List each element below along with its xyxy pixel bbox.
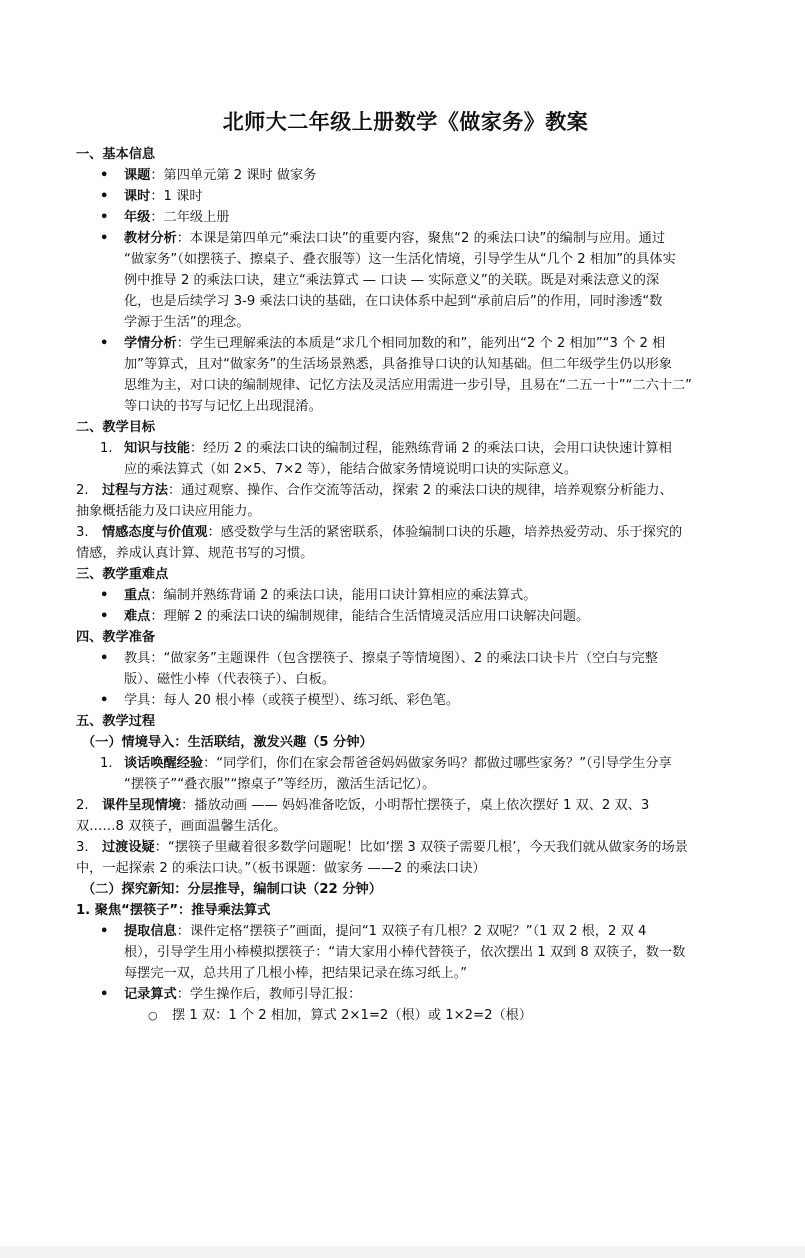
item-label: 知识与技能: [124, 441, 190, 456]
item-label: 提取信息: [124, 924, 177, 939]
list-item: • 记录算式：学生操作后，教师引导汇报：: [76, 984, 735, 1005]
document-page: [0, 108, 805, 1258]
objective-paragraph: 2. 过程与方法：通过观察、操作、合作交流等活动，探索 2 的乘法口诀的规律，培养观察分析能力、 抽象概括能力及口诀应用能力。: [76, 483, 673, 519]
item-label: 教材分析: [124, 231, 177, 246]
basic-info-list: [76, 165, 735, 417]
section-heading-basic-info: 一、基本信息: [76, 147, 156, 162]
objectives-list: [76, 438, 735, 480]
sub-list-item: ○ 摆 1 双：1 个 2 相加，算式 2×1=2（根）或 1×2=2（根）: [76, 1005, 735, 1026]
intro-paragraph: 2. 课件呈现情境：播放动画 —— 妈妈准备吃饭，小明帮忙摆筷子，桌上依次摆好 1 双、2 双、3 双……8 双筷子，画面温馨生活化。: [76, 798, 650, 834]
item-label: 过渡设疑: [102, 840, 155, 855]
list-item: • 难点：理解 2 的乘法口诀的编制规律，能结合生活情境灵活应用口诀解决问题。: [76, 606, 735, 627]
page-bottom-edge: [0, 1246, 805, 1258]
item-label: 学情分析: [124, 336, 177, 351]
explore-list: [76, 921, 735, 1026]
item-label: 年级: [124, 210, 151, 225]
list-item: • 学情分析：学生已理解乘法的本质是“求几个相同加数的和”，能列出“2 个 2 相加”“3 个 2 相 加”等算式，且对“做家务”的生活场景熟悉，具备推导口诀的认知基础。但二年级学生仍以形象 思维为主，对口诀的编制规律、记忆方法及灵活应用需进一步引导，且易在“二五一十”“二六十二” 等口诀的书写与记忆上出现混淆。: [76, 333, 735, 417]
list-item: • 年级：二年级上册: [76, 207, 735, 228]
item-label: 情感态度与价值观: [102, 525, 208, 540]
list-item: • 学具：每人 20 根小棒（或筷子模型）、练习纸、彩色笔。: [76, 690, 735, 711]
list-item: • 重点：编制并熟练背诵 2 的乘法口诀，能用口诀计算相应的乘法算式。: [76, 585, 735, 606]
item-label: 课件呈现情境: [102, 798, 182, 813]
section-heading-preparation: 四、教学准备: [76, 630, 156, 645]
subsection-heading-intro: （一）情境导入：生活联结，激发兴趣（5 分钟）: [82, 735, 373, 750]
list-item: • 教材分析：本课是第四单元“乘法口诀”的重要内容，聚焦“2 的乘法口诀”的编制与应用。通过 “做家务”（如摆筷子、擦桌子、叠衣服等）这一生活化情境，引导学生从“几个 2 相加”的具体实 例中推导 2 的乘法口诀，建立“乘法算式 — 口诀 — 实际意义”的关联。既是对乘法意义的深 化，也是后续学习 3-9 乘法口诀的基础，在口诀体系中起到“承前启后”的作用，同时渗透“数 学源于生活”的理念。: [76, 228, 735, 333]
item-label: 重点: [124, 588, 151, 603]
intro-paragraph: 3. 过渡设疑：“摆筷子里藏着很多数学问题呢！比如‘摆 3 双筷子需要几根’，今天我们就从做家务的场景 中，一起探索 2 的乘法口诀。”（板书课题：做家务 ——2 的乘法口诀）: [76, 840, 688, 876]
section-heading-process: 五、教学过程: [76, 714, 156, 729]
item-label: 过程与方法: [102, 483, 168, 498]
item-label: 课题: [124, 168, 151, 183]
section-heading-key-points: 三、教学重难点: [76, 567, 169, 582]
item-label: 谈话唤醒经验: [124, 756, 204, 771]
document-title: 北师大二年级上册数学《做家务》教案: [222, 110, 589, 134]
part-heading-chopsticks: 1. 聚焦“摆筷子”：推导乘法算式: [76, 903, 271, 918]
subsection-heading-explore: （二）探究新知：分层推导，编制口诀（22 分钟）: [82, 882, 382, 897]
item-label: 记录算式: [124, 987, 177, 1002]
item-label: 课时: [124, 189, 151, 204]
preparation-list: [76, 648, 735, 711]
list-item: 1. 知识与技能：经历 2 的乘法口诀的编制过程，能熟练背诵 2 的乘法口诀，会用口诀快速计算相 应的乘法算式（如 2×5、7×2 等），能结合做家务情境说明口诀的实际意义。: [100, 441, 672, 477]
item-label: 难点: [124, 609, 151, 624]
list-item: 1. 谈话唤醒经验：“同学们，你们在家会帮爸爸妈妈做家务吗？都做过哪些家务？”（引导学生分享 “摆筷子”“叠衣服”“擦桌子”等经历，激活生活记忆）。: [100, 756, 672, 792]
intro-list: [76, 753, 735, 795]
list-item: • 提取信息：课件定格“摆筷子”画面，提问“1 双筷子有几根？2 双呢？”（1 双 2 根，2 双 4 根），引导学生用小棒模拟摆筷子：“请大家用小棒代替筷子，依次摆出 1 双到 8 双筷子，数一数 每摆完一双，总共用了几根小棒，把结果记录在练习纸上。”: [76, 921, 735, 984]
section-heading-objectives: 二、教学目标: [76, 420, 156, 435]
objective-paragraph: 3. 情感态度与价值观：感受数学与生活的紧密联系，体验编制口诀的乐趣，培养热爱劳动、乐于探究的 情感，养成认真计算、规范书写的习惯。: [76, 525, 683, 561]
list-item: • 教具：“做家务”主题课件（包含摆筷子、擦桌子等情境图）、2 的乘法口诀卡片（空白与完整 版）、磁性小棒（代表筷子）、白板。: [76, 648, 735, 690]
list-item: • 课时：1 课时: [76, 186, 735, 207]
list-item: • 课题：第四单元第 2 课时 做家务: [76, 165, 735, 186]
key-points-list: [76, 585, 735, 627]
